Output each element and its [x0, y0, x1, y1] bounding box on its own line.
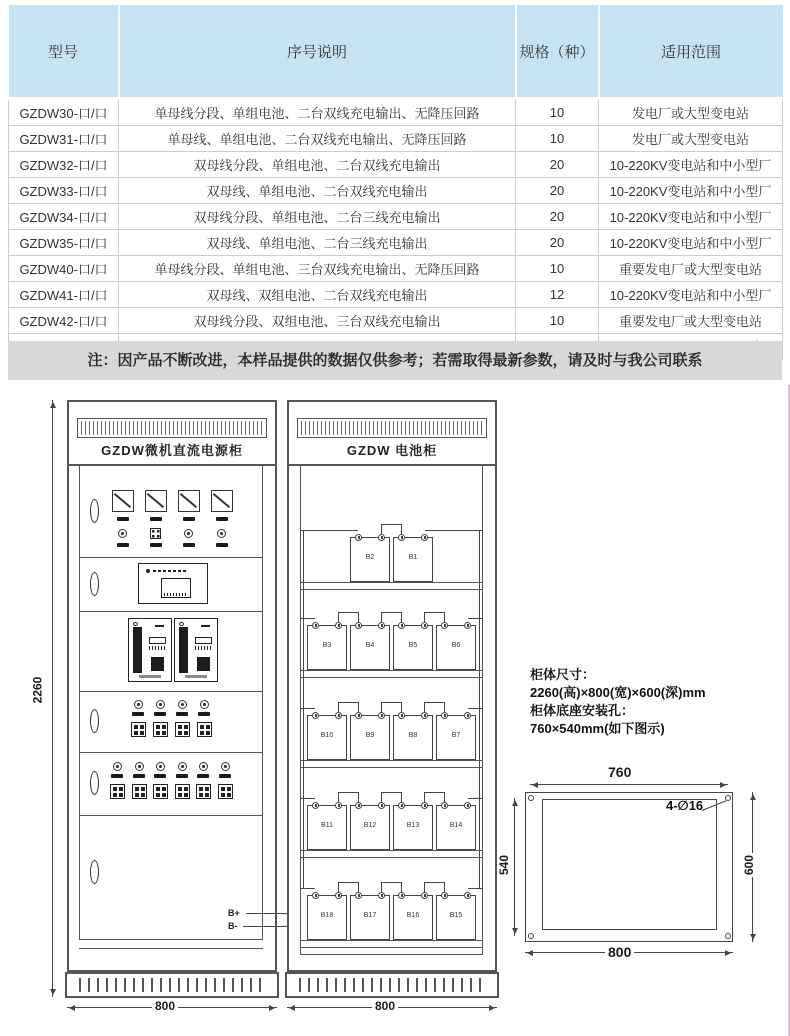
table-cell: GZDW31-口/口	[9, 126, 119, 152]
table-row	[9, 204, 783, 230]
battery-terminal	[464, 622, 471, 629]
battery	[350, 805, 390, 850]
mounting-top-dim-label: 760	[605, 764, 634, 780]
battery-terminal	[312, 802, 319, 809]
meter-panel	[80, 466, 262, 558]
battery-terminal	[421, 534, 428, 541]
pilot-button	[150, 528, 161, 539]
battery-label: B8	[408, 732, 418, 739]
model-spec-table	[8, 5, 783, 360]
specs-line: 柜体尺寸：	[530, 667, 596, 682]
battery-terminal	[464, 802, 471, 809]
table-cell: 单母线分段、单组电池、二台双线充电输出、无降压回路	[119, 99, 516, 126]
battery-terminal	[335, 802, 342, 809]
battery-terminal	[421, 892, 428, 899]
mounting-hole	[725, 933, 731, 939]
meter-label-bar	[216, 517, 228, 521]
light-label-bar	[132, 712, 144, 716]
battery-shelf	[300, 760, 483, 768]
module-led	[179, 622, 184, 626]
circuit-breaker	[153, 784, 168, 799]
mounting-left-dim-line	[514, 798, 515, 936]
table-cell: 发电厂或大型变电站	[599, 126, 783, 152]
battery	[307, 805, 347, 850]
battery-terminal	[355, 802, 362, 809]
module-vent	[201, 625, 210, 627]
battery-shelf	[300, 582, 483, 590]
module-heatsink	[179, 627, 188, 673]
shelf-wire-stub	[468, 618, 483, 619]
battery-terminal	[335, 622, 342, 629]
battery-positive-label: B+	[228, 908, 240, 918]
power-cabinet-width-label: 800	[152, 999, 178, 1013]
door-lock-handle	[90, 499, 99, 523]
battery-terminal	[398, 534, 405, 541]
battery-label: B6	[451, 642, 461, 649]
battery-connector	[424, 702, 445, 712]
table-cell: GZDW40-口/口	[9, 256, 119, 282]
analog-meter	[112, 490, 134, 512]
pilot-light	[134, 700, 143, 709]
battery	[393, 625, 433, 670]
table-row	[9, 99, 783, 126]
battery-label: B13	[406, 822, 420, 829]
pilot-light	[156, 762, 165, 771]
table-header	[9, 5, 783, 99]
table-cell: 20	[516, 152, 599, 178]
shelf-wire-stub	[300, 530, 358, 531]
battery-cabinet-base	[285, 972, 499, 998]
table-cell: 双母线、双组电池、二台双线充电输出	[119, 282, 516, 308]
table-cell: 双母线、单组电池、二台三线充电输出	[119, 230, 516, 256]
module-vent	[155, 625, 164, 627]
shelf-wire-stub	[468, 708, 483, 709]
pilot-light	[199, 762, 208, 771]
module-led	[133, 622, 138, 626]
battery-terminal	[441, 802, 448, 809]
battery-connector	[424, 612, 445, 622]
battery-terminal	[378, 892, 385, 899]
shelf-wire-stub	[425, 530, 483, 531]
battery-terminal	[421, 712, 428, 719]
pilot-light	[184, 529, 193, 538]
battery-terminal	[464, 892, 471, 899]
monitor-unit	[138, 563, 208, 604]
battery	[350, 895, 390, 940]
battery-terminal	[335, 892, 342, 899]
battery-connector	[381, 792, 402, 802]
battery-terminal	[335, 712, 342, 719]
pilot-light	[113, 762, 122, 771]
pilot-light	[217, 529, 226, 538]
door-lock-handle	[90, 572, 99, 596]
meter-label-bar	[150, 517, 162, 521]
module-display	[195, 637, 212, 644]
table-cell: 20	[516, 230, 599, 256]
battery-terminal	[421, 802, 428, 809]
battery	[436, 895, 476, 940]
battery-cabinet-title: GZDW 电池柜	[289, 438, 495, 466]
module-handle	[185, 675, 207, 678]
light-label-bar	[150, 543, 162, 547]
battery-label: B5	[408, 642, 418, 649]
circuit-breaker	[175, 784, 190, 799]
battery	[350, 537, 390, 582]
table-row	[9, 282, 783, 308]
battery-label: B4	[365, 642, 375, 649]
holes-label: 4-∅16	[666, 798, 704, 813]
table-cell: 10-220KV变电站和中小型厂	[599, 230, 783, 256]
battery-connector	[381, 524, 402, 534]
battery-cabinet-width-label: 800	[372, 999, 398, 1013]
module-heatsink	[133, 627, 142, 673]
battery-label: B15	[449, 912, 463, 919]
battery	[393, 715, 433, 760]
circuit-breaker	[110, 784, 125, 799]
meter-label-bar	[117, 517, 129, 521]
table-cell: GZDW41-口/口	[9, 282, 119, 308]
pilot-light	[118, 529, 127, 538]
battery-terminal	[421, 622, 428, 629]
table-row	[9, 126, 783, 152]
battery-label: B14	[449, 822, 463, 829]
battery-connector	[424, 792, 445, 802]
circuit-breaker	[132, 784, 147, 799]
table-row	[9, 256, 783, 282]
mounting-hole	[528, 933, 534, 939]
cabinet-specs	[530, 666, 780, 738]
shelf-wire-stub	[300, 888, 315, 889]
specs-line: 2260(高)×800(宽)×600(深)mm	[530, 685, 706, 700]
table-cell: 10	[516, 308, 599, 334]
table-row	[9, 308, 783, 334]
mounting-right-dim-label: 600	[742, 854, 757, 876]
battery	[393, 895, 433, 940]
power-cabinet-door	[79, 465, 263, 940]
feeder-panel-1	[80, 692, 262, 753]
table-cell: 10	[516, 256, 599, 282]
height-dimension-label: 2260	[30, 676, 45, 704]
mounting-left-dim-label: 540	[497, 854, 512, 876]
battery-connector	[338, 612, 359, 622]
table-cell: 双母线、单组电池、二台双线充电输出	[119, 178, 516, 204]
shelf-wire-stub	[300, 708, 315, 709]
feeder-panel-2	[80, 753, 262, 816]
monitor-led	[146, 569, 150, 573]
battery-terminal	[398, 712, 405, 719]
battery-shelf	[300, 670, 483, 678]
module-handle	[139, 675, 161, 678]
battery-terminal	[378, 802, 385, 809]
light-label-bar	[176, 712, 188, 716]
table-cell: 单母线分段、单组电池、三台双线充电输出、无降压回路	[119, 256, 516, 282]
battery-shelf	[300, 850, 483, 858]
shelf-wire-stub	[300, 798, 315, 799]
battery-connector	[338, 792, 359, 802]
battery	[350, 625, 390, 670]
battery-cabinet-vent	[297, 418, 487, 438]
table-cell: 重要发电厂或大型变电站	[599, 256, 783, 282]
battery-terminal	[398, 802, 405, 809]
door-bottom-line	[79, 948, 263, 949]
battery-connector	[381, 612, 402, 622]
battery-label: B9	[365, 732, 375, 739]
pilot-light	[221, 762, 230, 771]
light-label-bar	[197, 774, 209, 778]
mounting-inner-rect	[542, 799, 717, 930]
table-cell: 10	[516, 126, 599, 152]
battery-label: B7	[451, 732, 461, 739]
pilot-light	[200, 700, 209, 709]
door-lock-handle	[90, 860, 99, 884]
light-label-bar	[154, 774, 166, 778]
analog-meter	[145, 490, 167, 512]
charger-module	[174, 618, 218, 682]
battery-label: B11	[321, 822, 333, 829]
battery-label: B1	[408, 554, 418, 561]
table-cell: 12	[516, 282, 599, 308]
table-cell: 双母线分段、双组电池、三台双线充电输出	[119, 308, 516, 334]
charger-module	[128, 618, 172, 682]
battery-terminal	[378, 534, 385, 541]
battery	[393, 805, 433, 850]
table-row	[9, 152, 783, 178]
meter-label-bar	[183, 517, 195, 521]
light-label-bar	[219, 774, 231, 778]
battery-terminal	[378, 622, 385, 629]
table-row	[9, 230, 783, 256]
battery-label: B2	[365, 554, 375, 561]
table-cell: GZDW32-口/口	[9, 152, 119, 178]
shelf-wire-stub	[300, 618, 315, 619]
battery-connector	[381, 882, 402, 892]
height-dimension-line	[52, 400, 53, 997]
table-header-cell: 型号	[9, 5, 119, 99]
table-cell: GZDW34-口/口	[9, 204, 119, 230]
analog-meter	[211, 490, 233, 512]
circuit-breaker	[197, 722, 212, 737]
mounting-top-dim-line	[530, 784, 728, 785]
battery	[307, 895, 347, 940]
table-cell: GZDW42-口/口	[9, 308, 119, 334]
battery-connector	[338, 882, 359, 892]
table-cell: 单母线、单组电池、二台双线充电输出、无降压回路	[119, 126, 516, 152]
module-breaker	[197, 657, 210, 671]
battery-terminal	[355, 622, 362, 629]
table-row	[9, 178, 783, 204]
light-label-bar	[111, 774, 123, 778]
battery-terminal	[312, 892, 319, 899]
circuit-breaker	[175, 722, 190, 737]
door-lock-handle	[90, 771, 99, 795]
mounting-hole	[528, 795, 534, 801]
battery-terminal	[464, 712, 471, 719]
battery-connector	[381, 702, 402, 712]
battery	[307, 715, 347, 760]
mounting-bottom-dim-label: 800	[605, 944, 634, 960]
battery-terminal	[355, 712, 362, 719]
analog-meter	[178, 490, 200, 512]
table-cell: 发电厂或大型变电站	[599, 99, 783, 126]
specs-line: 760×540mm(如下图示)	[530, 721, 665, 736]
table-cell: 重要发电厂或大型变电站	[599, 308, 783, 334]
circuit-breaker	[218, 784, 233, 799]
table-cell: GZDW30-口/口	[9, 99, 119, 126]
battery-terminal	[355, 892, 362, 899]
battery-label: B3	[322, 642, 332, 649]
table-header-cell: 适用范围	[599, 5, 783, 99]
power-cabinet-base	[65, 972, 279, 998]
light-label-bar	[198, 712, 210, 716]
table-cell: 10-220KV变电站和中小型厂	[599, 282, 783, 308]
battery-terminal	[355, 534, 362, 541]
battery-connector	[424, 882, 445, 892]
module-breaker	[151, 657, 164, 671]
battery-label: B12	[363, 822, 377, 829]
table-cell: 10-220KV变电站和中小型厂	[599, 204, 783, 230]
battery-negative-label: B-	[228, 921, 238, 931]
note-bar: 注：因产品不断改进，本样品提供的数据仅供参考；若需取得最新参数，请及时与我公司联系	[8, 341, 782, 380]
battery-terminal	[312, 712, 319, 719]
light-label-bar	[176, 774, 188, 778]
table-cell: 双母线分段、单组电池、二台双线充电输出	[119, 152, 516, 178]
power-cabinet-title: GZDW微机直流电源柜	[69, 438, 275, 466]
shelf-wire-stub	[468, 798, 483, 799]
battery	[307, 625, 347, 670]
battery-terminal	[398, 622, 405, 629]
table-cell: 10	[516, 99, 599, 126]
table-header-cell: 序号说明	[119, 5, 516, 99]
monitor-buttons	[164, 593, 188, 596]
battery	[393, 537, 433, 582]
battery-label: B17	[363, 912, 377, 919]
battery-terminal	[441, 622, 448, 629]
battery-terminal	[441, 892, 448, 899]
battery-shelf	[300, 940, 483, 948]
circuit-breaker	[153, 722, 168, 737]
battery	[436, 805, 476, 850]
power-cabinet-vent	[77, 418, 267, 438]
battery	[436, 625, 476, 670]
table-cell: GZDW33-口/口	[9, 178, 119, 204]
circuit-breaker	[131, 722, 146, 737]
table-cell: 10-220KV变电站和中小型厂	[599, 152, 783, 178]
battery-terminal	[398, 892, 405, 899]
battery-terminal	[312, 622, 319, 629]
module-keys	[195, 646, 212, 650]
shelf-wire-stub	[468, 888, 483, 889]
module-keys	[149, 646, 166, 650]
table-cell: 双母线分段、单组电池、二台三线充电输出	[119, 204, 516, 230]
battery-terminal	[378, 712, 385, 719]
light-label-bar	[117, 543, 129, 547]
table-header-cell: 规格（种）	[516, 5, 599, 99]
battery-label: B18	[320, 912, 334, 919]
table-cell: 20	[516, 204, 599, 230]
light-label-bar	[133, 774, 145, 778]
battery	[436, 715, 476, 760]
module-display	[149, 637, 166, 644]
battery	[350, 715, 390, 760]
table-cell: 10-220KV变电站和中小型厂	[599, 178, 783, 204]
pilot-light	[135, 762, 144, 771]
pilot-light	[178, 700, 187, 709]
table-cell: 20	[516, 178, 599, 204]
battery-connector	[338, 702, 359, 712]
light-label-bar	[216, 543, 228, 547]
pilot-light	[156, 700, 165, 709]
light-label-bar	[183, 543, 195, 547]
battery-terminal	[441, 712, 448, 719]
pilot-light	[178, 762, 187, 771]
specs-line: 柜体底座安装孔：	[530, 703, 635, 718]
battery-label: B16	[406, 912, 420, 919]
monitor-vents	[153, 570, 187, 572]
circuit-breaker	[196, 784, 211, 799]
light-label-bar	[154, 712, 166, 716]
battery-label: B10	[320, 732, 334, 739]
door-lock-handle	[90, 709, 99, 733]
table-cell: GZDW35-口/口	[9, 230, 119, 256]
